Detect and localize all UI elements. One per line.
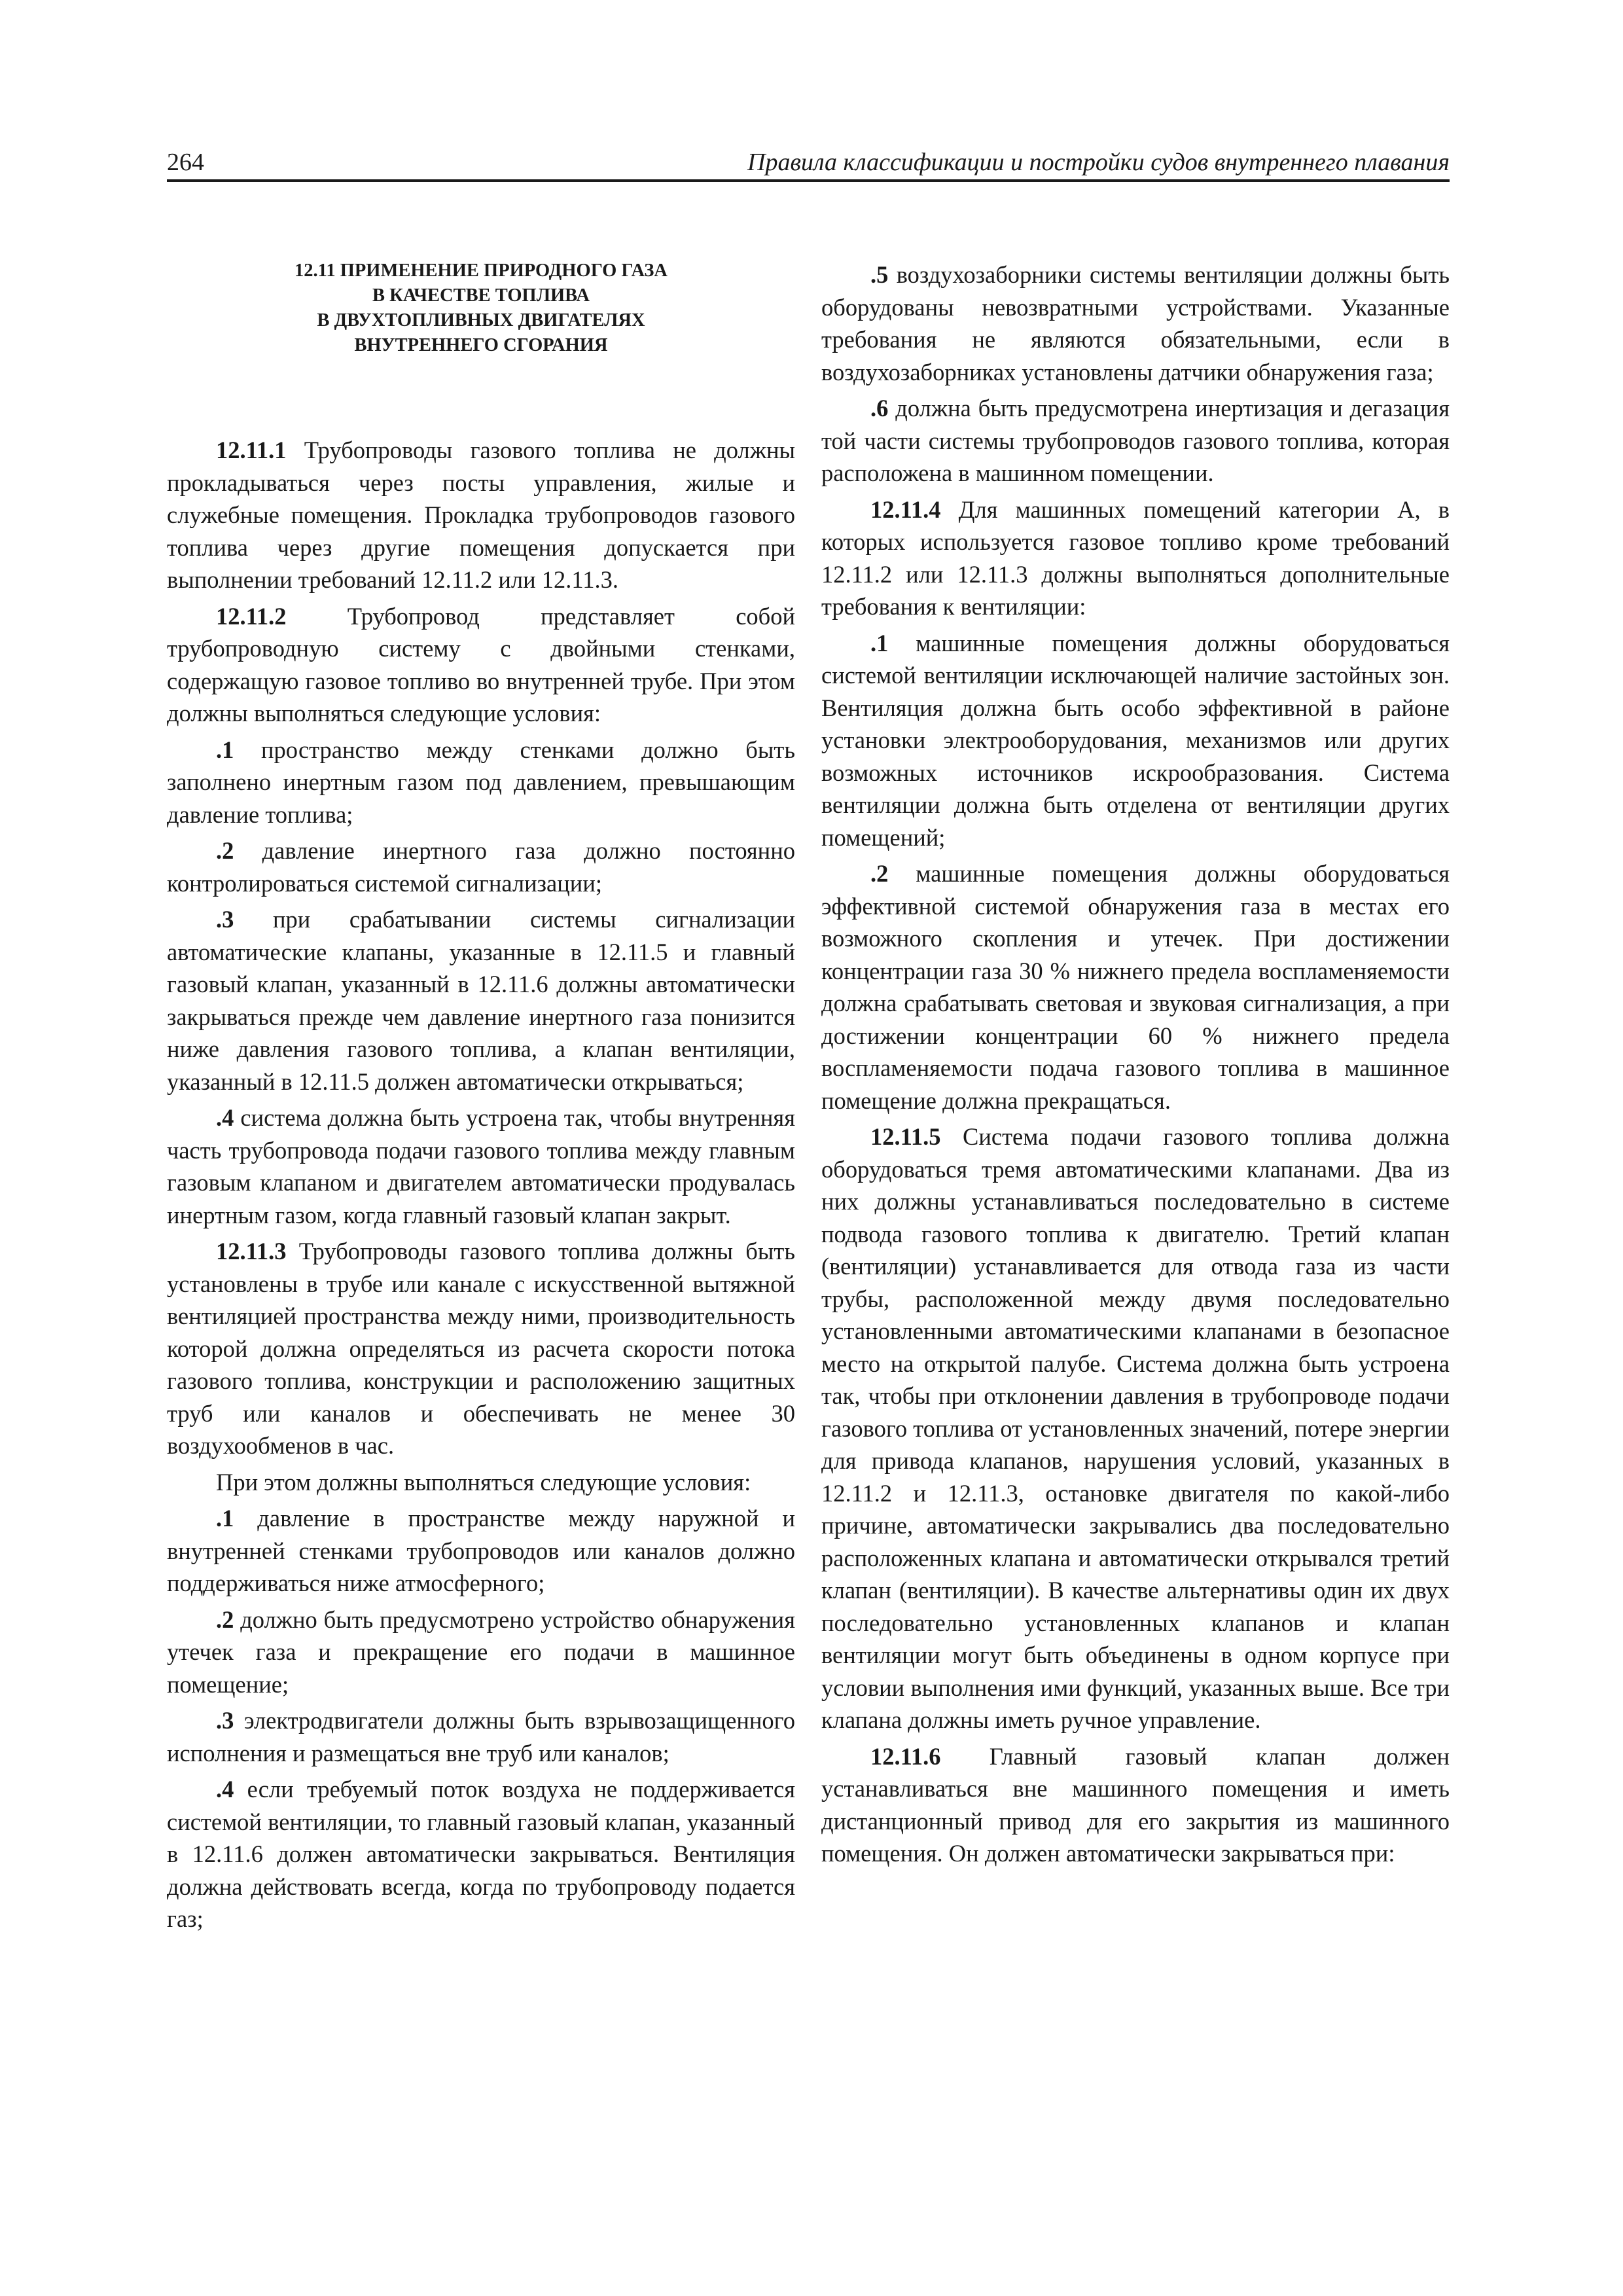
item-number: .4 (216, 1776, 234, 1803)
item-number: .6 (870, 395, 889, 422)
clause-number: 12.11.3 (216, 1238, 287, 1265)
paragraph-text: давление инертного газа должно постоянно контролироваться системой сигнализации; (167, 837, 795, 897)
paragraph-text: воздухозаборники системы вентиляции должны быть оборудованы невозвратными устройствами. Указанные требования не являются обязательными, если в воздухозаборниках установлены датчики обнаружения газа; (821, 261, 1450, 386)
paragraph-text: давление в пространстве между наружной и внутренней стенками трубопроводов или каналов должно поддерживаться ниже атмосферного; (167, 1505, 795, 1596)
paragraph (821, 493, 1450, 623)
paragraph-text: система должна быть устроена так, чтобы внутренняя часть трубопровода подачи газового топлива между главным газовым клапаном и двигателем автоматически продувалась инертным газом, когда главный газовый клапан закрыт. (167, 1104, 795, 1229)
paragraph-text: Система подачи газового топлива должна оборудоваться тремя автоматическими клапанами. Два из них должны устанавливаться последовательно в системе подвода газового топлива к двигателю. Третий клапан (вентиляции) устанавливается для отвода газа из части трубы, расположенной между двумя последовательно установленными автоматическими клапанами в безопасное место на открытой палубе. Система должна быть устроена так, чтобы при отклонении давления в трубопроводе подачи газового топлива от установленных значений, потере энергии для привода клапанов, нарушения условий, указанных в 12.11.2 и 12.11.3, остановке двигателя по какой-либо причине, автоматически закрывались два последовательно расположенных клапана и автоматически открывался третий клапан (вентиляции). В качестве альтернативы один их двух последовательно установленных клапанов и клапан вентиляции могут быть объединены в одном корпусе при условии выполнения ими функций, указанных выше. Все три клапана должны иметь ручное управление. (821, 1123, 1450, 1733)
item-number: .2 (216, 1605, 234, 1633)
paragraph-text: Трубопроводы газового топлива должны быть установлены в трубе или канале с искусственной вытяжной вентиляцией пространства между ними, производительность которой должна определяться из расчета скорости потока газового топлива, конструкции и расположению защитных труб или каналов и обеспечивать не менее 30 воздухообменов в час. (167, 1238, 795, 1459)
paragraph (167, 903, 795, 1098)
clause-number: 12.11.4 (870, 495, 941, 523)
paragraph-text: Трубопровод представляет собой трубопроводную систему с двойными стенками, содержащую газовое топливо во внутренней трубе. При этом должны выполняться следующие условия: (167, 602, 795, 726)
paragraph-text: машинные помещения должны оборудоваться эффективной системой обнаружения газа в местах его возможного скопления и утечек. При достижении концентрации газа 30 % нижнего предела воспламеняемости должна срабатывать световая и звуковая сигнализация, а при достижении концентрации 60 % нижнего предела воспламеняемости подача газового топлива в машинное помещение должна прекращаться. (821, 860, 1450, 1114)
paragraph-text: при срабатывании системы сигнализации автоматические клапаны, указанные в 12.11.5 и главный газовый клапан, указанный в 12.11.6 должны автоматически закрываться прежде чем давление инертного газа понизится ниже давления газового топлива, а клапан вентиляции, указанный в 12.11.5 должен автоматически открываться; (167, 906, 795, 1095)
section-title-line: 12.11 ПРИМЕНЕНИЕ ПРИРОДНОГО ГАЗА (294, 260, 668, 281)
paragraph (167, 734, 795, 831)
clause-number: 12.11.2 (216, 602, 287, 630)
paragraph (821, 392, 1450, 490)
paragraph (167, 1704, 795, 1769)
left-column (167, 259, 795, 1939)
item-number: .4 (216, 1104, 234, 1131)
section-title (167, 259, 795, 358)
paragraph (167, 834, 795, 899)
item-number: .1 (216, 1505, 234, 1532)
item-number: .2 (216, 837, 234, 864)
running-title: Правила классификации и постройки судов внутреннего плавания (747, 149, 1450, 176)
page-number: 264 (167, 149, 204, 176)
page-header (167, 144, 1450, 181)
paragraph (821, 259, 1450, 388)
clause-number: 12.11.1 (216, 437, 287, 463)
paragraph (167, 434, 795, 596)
paragraph-text: должно быть предусмотрено устройство обнаружения утечек газа и прекращение его подачи в машинное помещение; (167, 1605, 795, 1698)
item-number: .3 (216, 1707, 234, 1734)
paragraph (821, 857, 1450, 1117)
clause-number: 12.11.5 (870, 1123, 941, 1150)
paragraph-text: Трубопроводы газового топлива не должны прокладываться через посты управления, жилые и служебные помещения. Прокладка трубопроводов газового топлива через другие помещения допускается при выполнении требований 12.11.2 или 12.11.3. (167, 437, 795, 593)
paragraph-text: если требуемый поток воздуха не поддерживается системой вентиляции, то главный газовый клапан, указанный в 12.11.6 должен автоматически закрываться. Вентиляция должна действовать всегда, когда по трубопроводу подается газ; (167, 1776, 795, 1932)
right-column (821, 259, 1450, 1874)
section-title-line: ВНУТРЕННЕГО СГОРАНИЯ (354, 335, 608, 355)
header-rule (167, 179, 1450, 182)
paragraph (167, 1604, 795, 1701)
paragraph (167, 1235, 795, 1462)
paragraph (821, 1121, 1450, 1736)
paragraph (167, 600, 795, 730)
paragraph (167, 1502, 795, 1600)
paragraph-text: должна быть предусмотрена инертизация и дегазация той части системы трубопроводов газового топлива, которая расположена в машинном помещении. (821, 395, 1450, 486)
clause-number: 12.11.6 (870, 1742, 941, 1770)
section-title-line: В ДВУХТОПЛИВНЫХ ДВИГАТЕЛЯХ (317, 310, 645, 331)
paragraph-text: машинные помещения должны оборудоваться системой вентиляции исключающей наличие застойных зон. Вентиляция должна быть особо эффективной в районе установки электрооборудования, механизмов или других возможных источников искрообразования. Система вентиляции должна быть отделена от вентиляции других помещений; (821, 629, 1450, 851)
paragraph-text: Для машинных помещений категории А, в которых используется газовое топливо кроме требований 12.11.2 или 12.11.3 должны выполняться дополнительные требования к вентиляции: (821, 495, 1450, 620)
paragraph (821, 627, 1450, 854)
paragraph (167, 1102, 795, 1231)
paragraph-text: Главный газовый клапан должен устанавливаться вне машинного помещения и иметь дистанционный привод для его закрытия из машинного помещения. Он должен автоматически закрываться при: (821, 1742, 1450, 1867)
paragraph (167, 1773, 795, 1935)
section-title-line: В КАЧЕСТВЕ ТОПЛИВА (372, 285, 590, 306)
item-number: .2 (870, 860, 889, 887)
paragraph-text: При этом должны выполняться следующие условия: (216, 1468, 751, 1496)
paragraph (821, 1740, 1450, 1870)
item-number: .5 (870, 261, 889, 288)
item-number: .1 (870, 629, 889, 656)
item-number: .1 (216, 736, 234, 763)
item-number: .3 (216, 906, 234, 933)
paragraph (167, 1466, 795, 1499)
paragraph-text: электродвигатели должны быть взрывозащищенного исполнения и размещаться вне труб или каналов; (167, 1707, 795, 1767)
paragraph-text: пространство между стенками должно быть заполнено инертным газом под давлением, превышающим давление топлива; (167, 736, 795, 828)
